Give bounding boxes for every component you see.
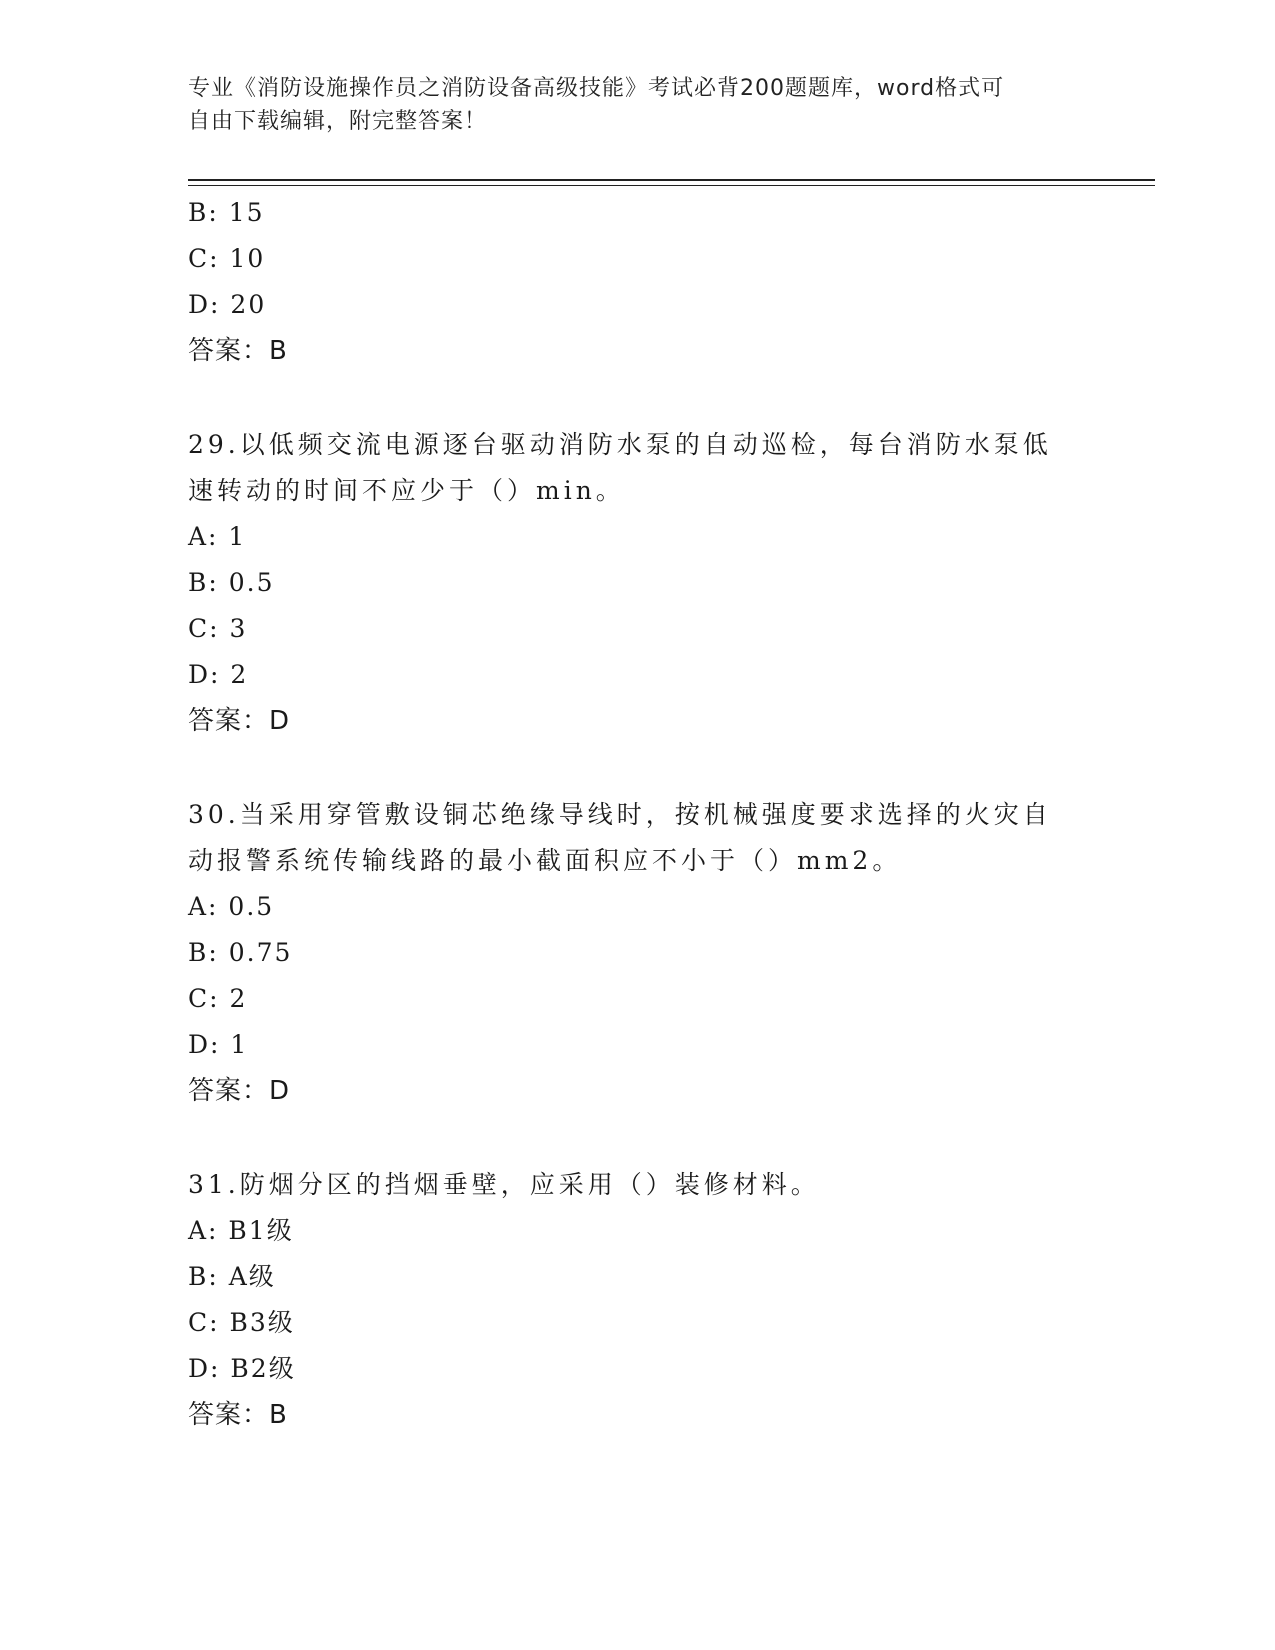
option-c: C: 3	[188, 614, 248, 643]
question-stem: 31.防烟分区的挡烟垂壁，应采用（）装修材料。	[188, 1170, 820, 1199]
header-rule-thin	[188, 185, 1155, 186]
option-d: D: B2级	[188, 1354, 296, 1383]
spacer	[188, 374, 1088, 422]
question-30	[188, 792, 1088, 1114]
question-29	[188, 422, 1088, 744]
header-rule-thick	[188, 179, 1155, 181]
option-b: B: 0.5	[188, 568, 275, 597]
option-a: A: B1级	[188, 1216, 294, 1245]
spacer	[188, 1114, 1088, 1162]
option-c: C: B3级	[188, 1308, 295, 1337]
question-31	[188, 1162, 1088, 1438]
option-d: D: 1	[188, 1030, 249, 1059]
option-b: B: A级	[188, 1262, 276, 1291]
option-d: D: 2	[188, 660, 249, 689]
answer: 答案：D	[188, 1076, 291, 1106]
option-b: B: 15	[188, 198, 265, 227]
option-d: D: 20	[188, 290, 267, 319]
spacer	[188, 744, 1088, 792]
header-line-1: 专业《消防设施操作员之消防设备高级技能》考试必背200题题库，word格式可	[188, 76, 1005, 101]
answer: 答案：B	[188, 1400, 288, 1430]
document-header	[188, 72, 1068, 138]
option-a: A: 0.5	[188, 892, 275, 921]
answer: 答案：D	[188, 706, 291, 736]
answer: 答案：B	[188, 336, 288, 366]
question-stem: 29.以低频交流电源逐台驱动消防水泵的自动巡检，每台消防水泵低速转动的时间不应少于（）min。	[188, 430, 1052, 505]
question-partial	[188, 190, 1088, 374]
header-line-2: 自由下载编辑，附完整答案！	[188, 109, 488, 134]
question-stem: 30.当采用穿管敷设铜芯绝缘导线时，按机械强度要求选择的火灾自动报警系统传输线路的最小截面积应不小于（）mm2。	[188, 800, 1052, 875]
question-list	[188, 190, 1088, 1438]
option-a: A: 1	[188, 522, 247, 551]
option-c: C: 2	[188, 984, 248, 1013]
option-b: B: 0.75	[188, 938, 293, 967]
option-c: C: 10	[188, 244, 266, 273]
